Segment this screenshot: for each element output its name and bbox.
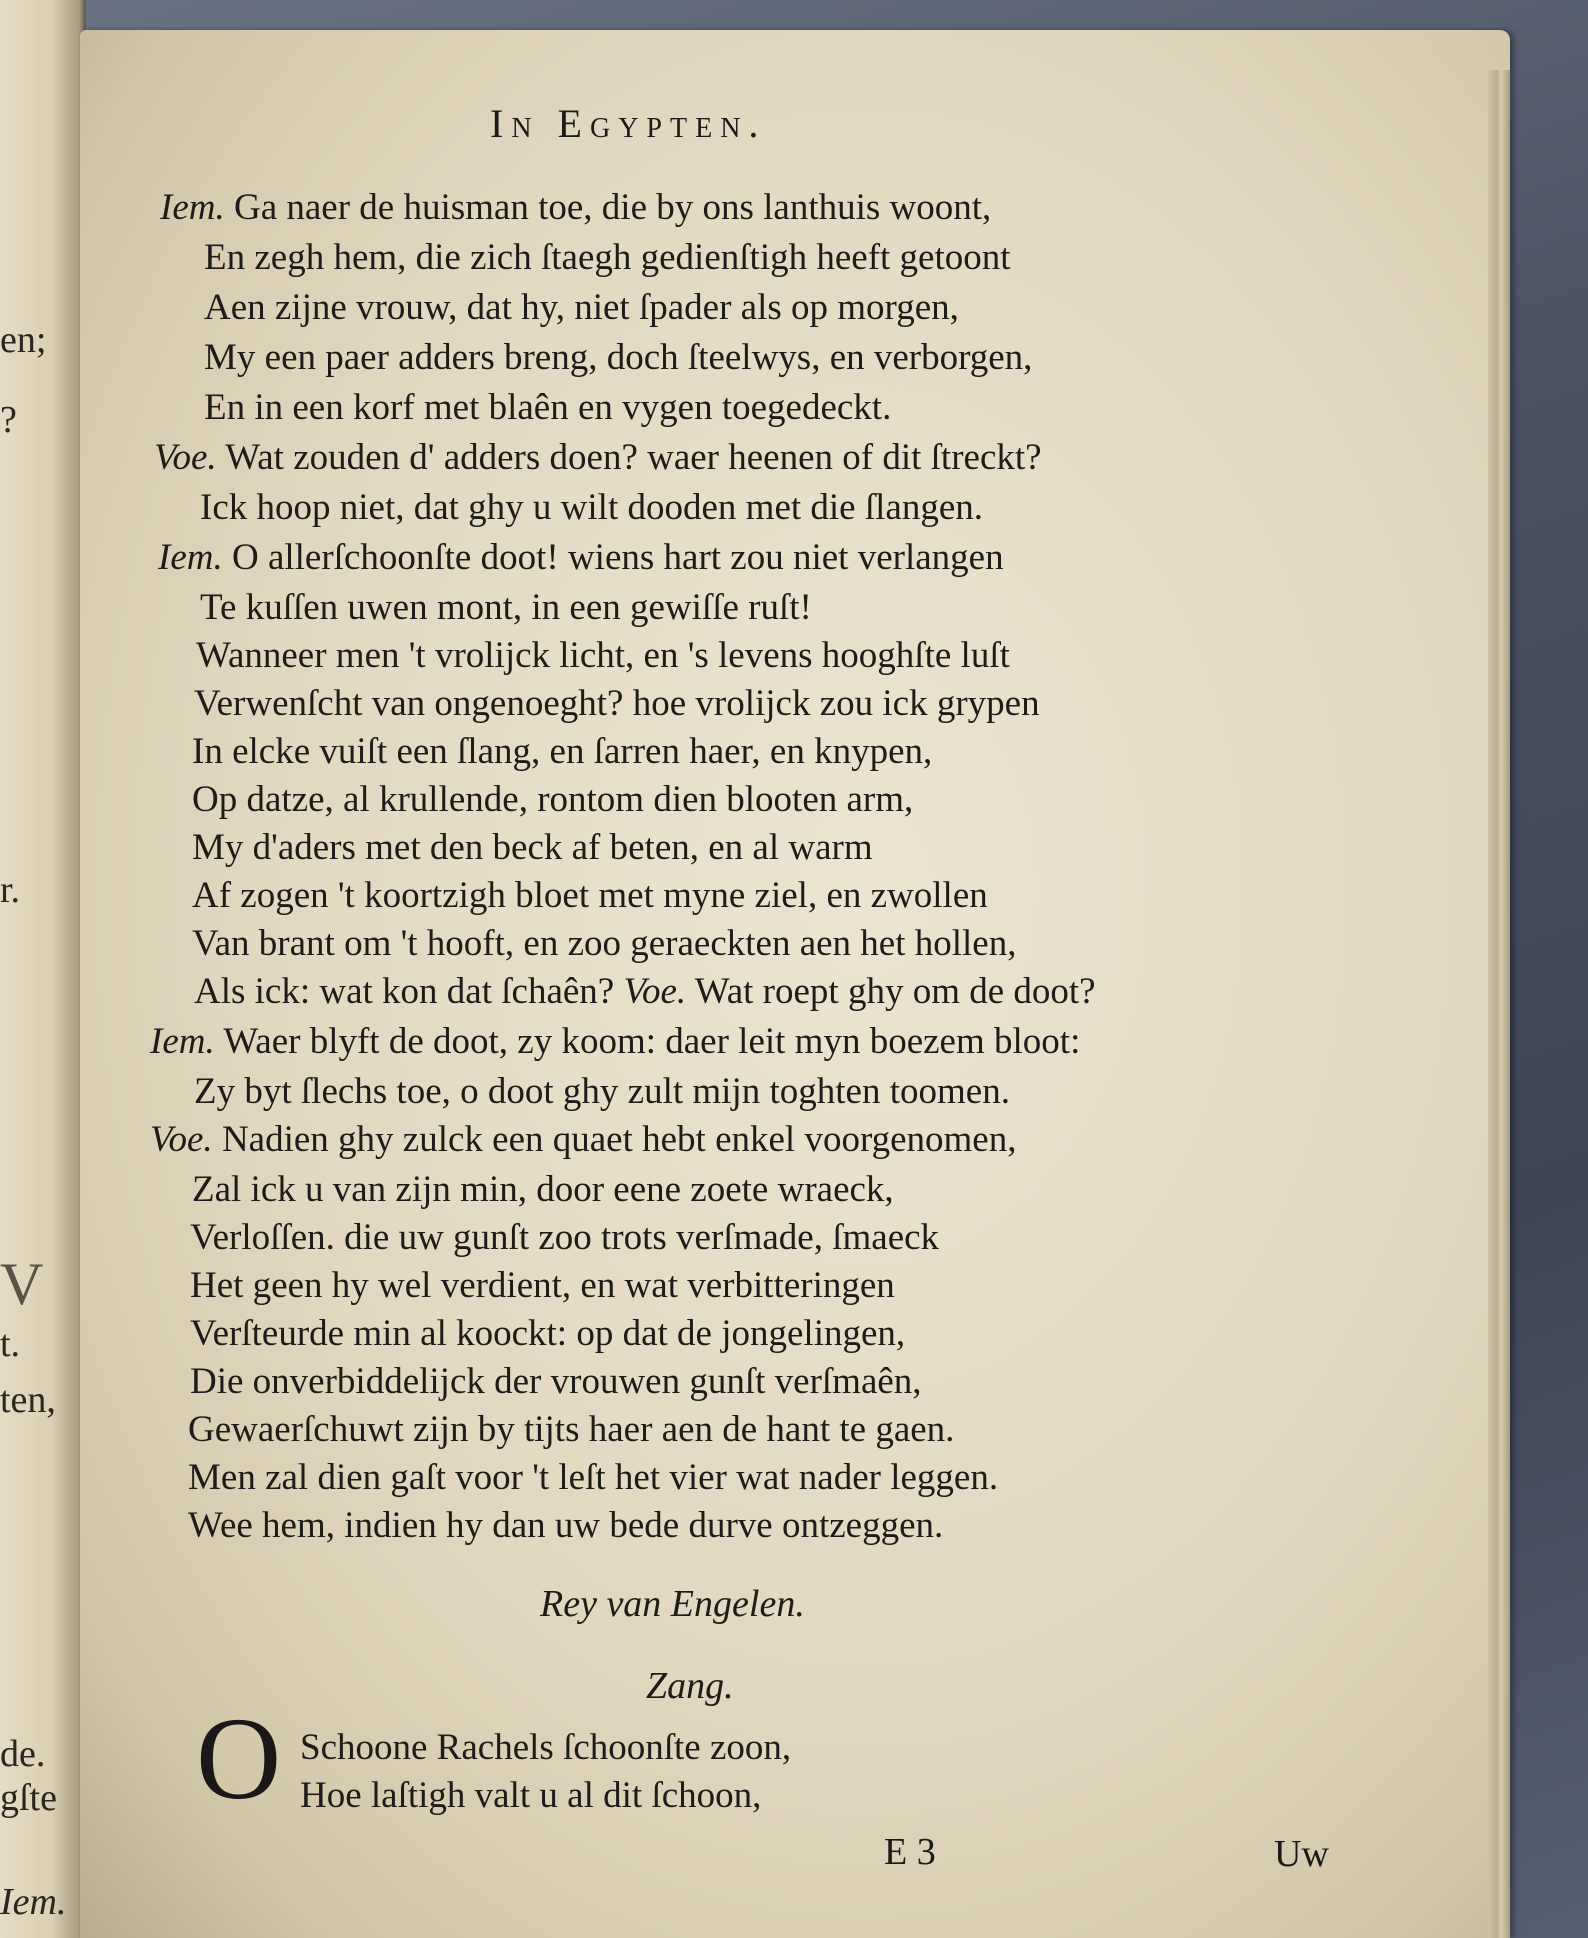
line-text: Als ick: wat kon dat ſchaên? [194,971,615,1012]
line-text: Wat roept ghy om de doot? [694,971,1096,1012]
line-text: Wat zouden d' adders doen? waer heenen of dit ſtreckt? [225,437,1042,478]
line-text: Verloſſen. die uw gunſt zoo trots verſmade, ſmaeck [190,1217,940,1258]
speaker-label: Voe. [150,1119,213,1160]
running-head: In Egypten. [490,101,767,146]
line-text: Op datze, al krullende, rontom dien blooten arm, [192,779,914,820]
line-text: My d'aders met den beck af beten, en al warm [192,827,873,868]
line-text: En in een korf met blaên en vygen toegedeckt. [204,387,892,428]
line-text: Te kuſſen uwen mont, in een gewiſſe ruſt! [200,587,812,628]
left-page-fragment: en; [0,319,47,361]
verse-line [188,1456,998,1499]
verse-line [192,922,1016,965]
verse-line [190,1360,922,1403]
line-text: Zy byt ſlechs toe, o doot ghy zult mijn toghten toomen. [194,1071,1010,1112]
verse-line [196,634,1010,677]
verse-line [192,1168,894,1211]
verse-line [194,970,1096,1013]
left-page-fragment: ten, [0,1379,56,1421]
verse-line [204,286,959,329]
verse-line [188,1408,954,1451]
speaker-label: Voe. [154,437,217,478]
verse-line [150,1020,1080,1063]
line-text: Gewaerſchuwt zijn by tijts haer aen de hant te gaen. [188,1409,955,1450]
verse-line [200,486,983,529]
line-text: Ga naer de huisman toe, die by ons lanthuis woont, [233,187,992,228]
line-text: En zegh hem, die zich ſtaegh gedienſtigh heeft getoont [204,237,1011,278]
line-text: Wee hem, indien hy dan uw bede durve ontzeggen. [188,1505,944,1546]
verse-line [194,682,1040,725]
line-text: Nadien ghy zulck een quaet hebt enkel voorgenomen, [221,1119,1017,1160]
line-text: Die onverbiddelijck der vrouwen gunſt verſmaên, [190,1361,922,1402]
line-text: Aen zijne vrouw, dat hy, niet ſpader als op morgen, [204,287,959,328]
speaker-label: Iem. [158,537,223,578]
verse-line [192,826,873,869]
verse-line [194,1070,1010,1113]
song-heading: Zang. [646,1665,734,1707]
verse-line [192,874,988,917]
line-text: Wanneer men 't vrolijck licht, en 's levens hooghſte luſt [196,635,1010,676]
left-page-fragment: gſte [0,1777,57,1819]
line-text: In elcke vuiſt een ſlang, en ſarren haer, en knypen, [192,731,933,772]
line-text: Het geen hy wel verdient, en wat verbitteringen [190,1265,895,1306]
line-text: Verſteurde min al koockt: op dat de jongelingen, [190,1313,906,1354]
verse-line [188,1504,943,1547]
verse-line [192,778,913,821]
speaker-label: Voe. [623,971,687,1012]
line-text: Ick hoop niet, dat ghy u wilt dooden met die ſlangen. [200,487,983,528]
signature-mark: E 3 [884,1831,936,1873]
song-line: Hoe laſtigh valt u al dit ſchoon, [300,1775,762,1816]
left-page-fragment: de. [0,1733,46,1775]
verse-line [190,1312,905,1355]
verse-line [160,186,991,229]
line-text: O allerſchoonſte doot! wiens hart zou niet verlangen [231,537,1004,578]
left-page-fragment: t. [0,1323,21,1365]
chorus-heading: Rey van Engelen. [540,1583,805,1625]
line-text: My een paer adders breng, doch ſteelwys, en verborgen, [204,337,1033,378]
speaker-label: Iem. [150,1021,215,1062]
line-text: Waer blyft de doot, zy koom: daer leit myn boezem bloot: [223,1021,1081,1062]
left-page-fragment: r. [0,869,21,911]
speaker-label: Iem. [160,187,225,228]
verse-line [158,536,1004,579]
catchword: Uw [1274,1833,1329,1875]
verse-line [192,730,932,773]
line-text: Men zal dien gaſt voor 't leſt het vier wat nader leggen. [188,1457,999,1498]
verse-line [204,336,1032,379]
line-text: Verwenſcht van ongenoeght? hoe vrolijck zou ick grypen [194,683,1040,724]
line-text: Van brant om 't hooft, en zoo geraeckten aen het hollen, [192,923,1017,964]
verse-line [200,586,812,629]
verse-line [150,1118,1016,1161]
verse-line [204,386,891,429]
drop-cap: O [196,1693,282,1824]
verse-line [190,1264,895,1307]
left-page-fragment: V [0,1251,44,1317]
song-line: Schoone Rachels ſchoonſte zoon, [300,1727,792,1768]
line-text: Zal ick u van zijn min, door eene zoete wraeck, [192,1169,894,1210]
verse-line [204,236,1011,279]
verse-line [190,1216,939,1259]
verse-line [154,436,1042,479]
left-page-fragment: ? [0,399,17,441]
left-page-fragment: Iem. [0,1881,67,1923]
line-text: Af zogen 't koortzigh bloet met myne ziel, en zwollen [192,875,988,916]
